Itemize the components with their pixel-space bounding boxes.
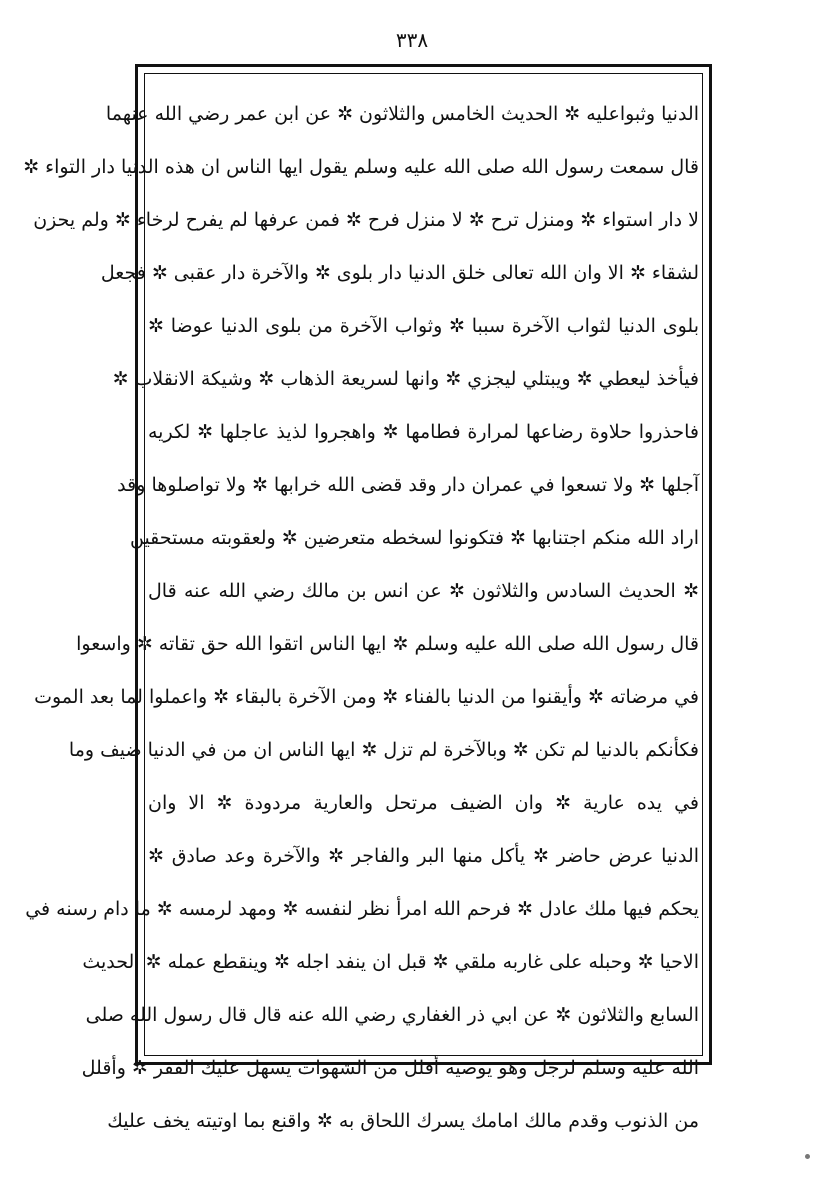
text-line: في يده عارية ✲ وان الضيف مرتحل والعارية مردودة ✲ الا وان (148, 792, 699, 814)
text-line: فكأنكم بالدنيا لم تكن ✲ وبالآخرة لم تزل ✲ ايها الناس ان من في الدنيا ضيف وما (68, 739, 699, 761)
text-line: يحكم فيها ملك عادل ✲ فرحم الله امرأ نظر لنفسه ✲ ومهد لرمسه ✲ ما دام رسنه في (25, 898, 699, 920)
text-line: لشقاء ✲ الا وان الله تعالى خلق الدنيا دار بلوى ✲ والآخرة دار عقبى ✲ فجعل (100, 262, 699, 284)
text-line: بلوى الدنيا لثواب الآخرة سببا ✲ وثواب الآخرة من بلوى الدنيا عوضا ✲ (148, 315, 699, 337)
text-line: آجلها ✲ ولا تسعوا في عمران دار وقد قضى الله خرابها ✲ ولا تواصلوها وقد (117, 474, 699, 496)
text-line: من الذنوب وقدم مالك امامك يسرك اللحاق به ✲ واقنع بما اوتيته يخف عليك (107, 1110, 699, 1132)
text-line: الله عليه وسلم لرجل وهو يوصيه أقلل من الشهوات يسهل عليك الفقر ✲ وأقلل (81, 1057, 699, 1079)
text-line: ✲ الحديث السادس والثلاثون ✲ عن انس بن مالك رضي الله عنه قال (148, 580, 699, 602)
text-line: السابع والثلاثون ✲ عن ابي ذر الغفاري رضي الله عنه قال قال رسول الله صلى (85, 1004, 699, 1026)
text-line: قال سمعت رسول الله صلى الله عليه وسلم يقول ايها الناس ان هذه الدنيا دار التواء ✲ (23, 156, 699, 178)
text-line: فاحذروا حلاوة رضاعها لمرارة فطامها ✲ واهجروا لذيذ عاجلها ✲ لكريه (148, 421, 699, 443)
manuscript-text-block (23, 88, 701, 1132)
text-line: الدنيا وثبواعليه ✲ الحديث الخامس والثلاثون ✲ عن ابن عمر رضي الله عنهما (105, 103, 699, 125)
text-line: الاحيا ✲ وحبله على غاربه ملقي ✲ قبل ان ينفد اجله ✲ وينقطع عمله ✲ الحديث (82, 951, 699, 973)
text-line: في مرضاته ✲ وأيقنوا من الدنيا بالفناء ✲ ومن الآخرة بالبقاء ✲ واعملوا لما بعد الموت (34, 686, 699, 708)
text-line: اراد الله منكم اجتنابها ✲ فتكونوا لسخطه متعرضين ✲ ولعقوبته مستحقين (129, 527, 699, 549)
text-line: الدنيا عرض حاضر ✲ يأكل منها البر والفاجر ✲ والآخرة وعد صادق ✲ (148, 845, 699, 867)
text-line: فيأخذ ليعطي ✲ ويبتلي ليجزي ✲ وانها لسريعة الذهاب ✲ وشيكة الانقلاب ✲ (112, 368, 699, 390)
scan-speck (805, 1154, 810, 1159)
page-number: ٣٣٨ (395, 28, 429, 52)
text-line: قال رسول الله صلى الله عليه وسلم ✲ ايها الناس اتقوا الله حق تقاته ✲ واسعوا (76, 633, 699, 655)
text-line: لا دار استواء ✲ ومنزل ترح ✲ لا منزل فرح ✲ فمن عرفها لم يفرح لرخاء ✲ ولم يحزن (33, 209, 699, 231)
